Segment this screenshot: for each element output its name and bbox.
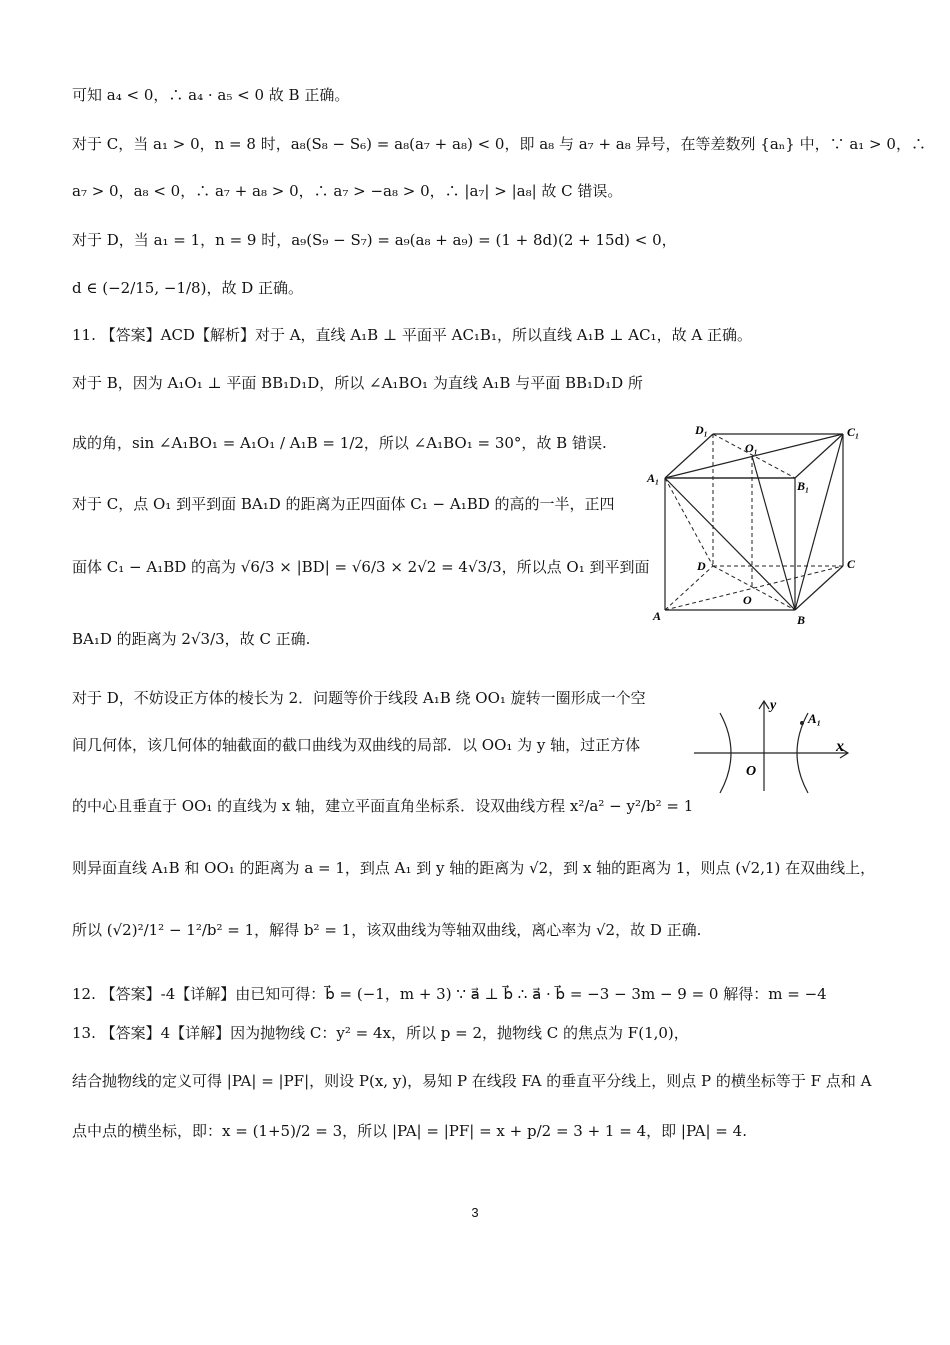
label-C: C [847,557,856,571]
label-C1: C₁ [847,425,860,439]
label-O: O [743,593,752,607]
text-line-17: 12. 【答案】-4【详解】由已知可得：b⃗ = (−1，m + 3) ∵ a⃗ ⊥ b⃗ ∴ a⃗ · b⃗ = −3 − 3m − 9 = 0 解得：m = −4 [72,985,827,1003]
label-O1: O₁ [745,441,758,455]
text-line-5: d ∈ (−2/15, −1/8)，故 D 正确。 [72,279,304,297]
text-line-14: 的中心且垂直于 OO₁ 的直线为 x 轴，建立平面直角坐标系．设双曲线方程 x²/a² − y²/b² = 1 [72,797,694,815]
text-line-15: 则异面直线 A₁B 和 OO₁ 的距离为 a = 1，到点 A₁ 到 y 轴的距离为 √2，到 x 轴的距离为 1，则点 (√2,1) 在双曲线上， [72,859,876,877]
text-line-8: 成的角，sin ∠A₁BO₁ = A₁O₁ / A₁B = 1/2，所以 ∠A₁BO₁ = 30°，故 B 错误. [72,434,607,452]
label-A1: A₁ [647,471,660,485]
text-line-7: 对于 B，因为 A₁O₁ ⊥ 平面 BB₁D₁D，所以 ∠A₁BO₁ 为直线 A₁B 与平面 BB₁D₁D 所 [72,374,643,392]
label-D: D [697,559,706,573]
axis-y-label: y [770,698,777,713]
point-A1-label: A₁ [808,711,822,726]
label-A: A [653,609,662,623]
text-line-9: 对于 C，点 O₁ 到平到面 BA₁D 的距离为正四面体 C₁ − A₁BD 的高的一半，正四 [72,495,615,513]
text-line-13: 间几何体，该几何体的轴截面的截口曲线为双曲线的局部．以 OO₁ 为 y 轴，过正方体 [72,736,641,754]
label-B: B [797,613,806,627]
page-number: 3 [471,1205,479,1220]
text-line-10: 面体 C₁ − A₁BD 的高为 √6/3 × |BD| = √6/3 × 2√2 = 4√3/3，所以点 O₁ 到平到面 [72,558,650,576]
text-line-3: a₇ > 0，a₈ < 0，∴ a₇ + a₈ > 0，∴ a₇ > −a₈ > 0，∴ |a₇| > |a₈| 故 C 错误。 [72,182,623,200]
cube-figure [645,420,875,630]
axis-x-label: x [836,738,844,755]
text-line-18: 13. 【答案】4【详解】因为抛物线 C：y² = 4x，所以 p = 2，抛物线 C 的焦点为 F(1,0)， [72,1024,689,1042]
text-line-2: 对于 C，当 a₁ > 0，n = 8 时，a₈(S₈ − S₆) = a₈(a₇ + a₈) < 0，即 a₈ 与 a₇ + a₈ 异号，在等差数列 {aₙ} 中，∵ a₁ > 0，∴ [72,135,926,153]
label-D1: D₁ [695,423,708,437]
text-line-12: 对于 D，不妨设正方体的棱长为 2．问题等价于线段 A₁B 绕 OO₁ 旋转一圈形成一个空 [72,689,646,707]
origin-label: O [746,764,757,779]
text-line-16: 所以 (√2)²/1² − 1²/b² = 1，解得 b² = 1，该双曲线为等轴双曲线，离心率为 √2，故 D 正确. [72,921,702,939]
label-B1: B₁ [797,479,810,493]
text-line-4: 对于 D，当 a₁ = 1，n = 9 时，a₉(S₉ − S₇) = a₉(a₈ + a₉) = (1 + 8d)(2 + 15d) < 0， [72,231,677,249]
text-line-6: 11. 【答案】ACD【解析】对于 A，直线 A₁B ⊥ 平面平 AC₁B₁，所以直线 A₁B ⊥ AC₁，故 A 正确。 [72,326,752,344]
text-line-20: 点中点的横坐标，即：x = (1+5)/2 = 3，所以 |PA| = |PF| = x + p/2 = 3 + 1 = 4，即 |PA| = 4. [72,1122,747,1140]
text-line-1: 可知 a₄ < 0，∴ a₄ · a₅ < 0 故 B 正确。 [72,86,350,104]
text-line-19: 结合抛物线的定义可得 |PA| = |PF|，则设 P(x, y)，易知 P 在线段 FA 的垂直平分线上，则点 P 的横坐标等于 F 点和 A [72,1072,872,1090]
hyperbola-figure [690,695,860,795]
text-line-11: BA₁D 的距离为 2√3/3，故 C 正确. [72,630,311,648]
